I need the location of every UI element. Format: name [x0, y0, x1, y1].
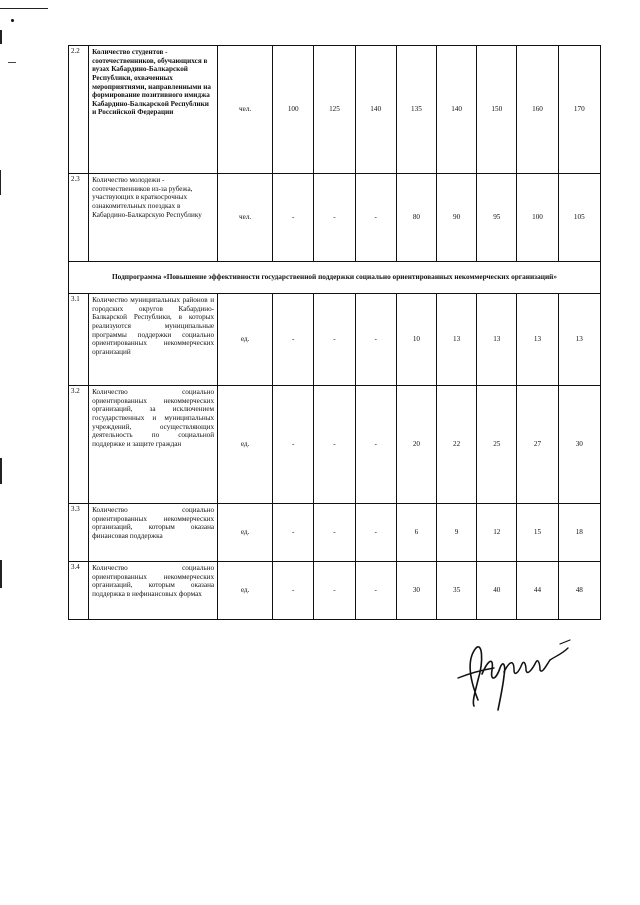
value-cell: 150: [477, 46, 517, 174]
value-cell: 13: [477, 294, 517, 386]
value-cell: 10: [396, 294, 436, 386]
table-row: [69, 386, 601, 504]
value-cell: 40: [477, 562, 517, 620]
scan-edge-line: [0, 8, 48, 9]
value-cell: 125: [314, 46, 355, 174]
indicator-name: Количество молодежи - соотечественников из-за рубежа, участвующих в краткосрочных ознакомительных поездках в Кабардино-Балкарскую Республику: [89, 174, 218, 262]
value-cell: -: [355, 386, 396, 504]
value-cell: 95: [477, 174, 517, 262]
value-cell: -: [314, 174, 355, 262]
indicators-table: [68, 45, 601, 620]
unit-cell: ед.: [218, 294, 273, 386]
value-cell: 170: [558, 46, 600, 174]
value-cell: 22: [437, 386, 477, 504]
value-cell: -: [355, 504, 396, 562]
value-cell: -: [314, 386, 355, 504]
row-number: 3.3: [69, 504, 89, 562]
value-cell: 18: [558, 504, 600, 562]
row-number: 2.3: [69, 174, 89, 262]
indicator-name: Количество муниципальных районов и городских округов Кабардино-Балкарской Республики, в которых реализуются муниципальные программы поддержки социально ориентированных некоммерческих организаций: [89, 294, 218, 386]
table-row: [69, 504, 601, 562]
value-cell: 90: [437, 174, 477, 262]
value-cell: -: [314, 504, 355, 562]
value-cell: -: [273, 562, 314, 620]
value-cell: 44: [517, 562, 558, 620]
subprogram-title: Подпрограмма «Повышение эффективности государственной поддержки социально ориентированных некоммерческих организаций»: [69, 262, 601, 294]
value-cell: 135: [396, 46, 436, 174]
scan-margin-mark: [0, 458, 2, 484]
scan-speck: [8, 62, 16, 63]
value-cell: -: [273, 386, 314, 504]
unit-cell: ед.: [218, 562, 273, 620]
scan-margin-mark: [0, 30, 2, 44]
indicator-name: Количество социально ориентированных некоммерческих организаций, за исключением государственных и муниципальных учреждений, осуществляющих деятельность по социальной поддержке и защите граждан: [89, 386, 218, 504]
scan-margin-mark: [0, 560, 2, 588]
value-cell: 15: [517, 504, 558, 562]
value-cell: 100: [273, 46, 314, 174]
row-number: 3.1: [69, 294, 89, 386]
value-cell: -: [314, 562, 355, 620]
table-row: [69, 562, 601, 620]
handwritten-signature: [448, 630, 573, 715]
indicator-name: Количество социально ориентированных некоммерческих организаций, которым оказана поддержка в нефинансовых формах: [89, 562, 218, 620]
value-cell: 80: [396, 174, 436, 262]
value-cell: -: [273, 174, 314, 262]
table-row: [69, 46, 601, 174]
value-cell: 140: [355, 46, 396, 174]
value-cell: 9: [437, 504, 477, 562]
value-cell: 25: [477, 386, 517, 504]
value-cell: -: [314, 294, 355, 386]
value-cell: 13: [437, 294, 477, 386]
value-cell: 35: [437, 562, 477, 620]
value-cell: -: [273, 504, 314, 562]
scan-speck: [11, 19, 14, 22]
value-cell: 48: [558, 562, 600, 620]
unit-cell: ед.: [218, 504, 273, 562]
value-cell: 105: [558, 174, 600, 262]
value-cell: 12: [477, 504, 517, 562]
value-cell: 30: [558, 386, 600, 504]
value-cell: 20: [396, 386, 436, 504]
table-row: [69, 294, 601, 386]
value-cell: -: [273, 294, 314, 386]
value-cell: 27: [517, 386, 558, 504]
row-number: 3.4: [69, 562, 89, 620]
row-number: 2.2: [69, 46, 89, 174]
value-cell: -: [355, 174, 396, 262]
value-cell: 13: [558, 294, 600, 386]
value-cell: 140: [437, 46, 477, 174]
value-cell: 160: [517, 46, 558, 174]
value-cell: 30: [396, 562, 436, 620]
value-cell: 100: [517, 174, 558, 262]
value-cell: 13: [517, 294, 558, 386]
row-number: 3.2: [69, 386, 89, 504]
section-header-row: [69, 262, 601, 294]
value-cell: -: [355, 294, 396, 386]
value-cell: -: [355, 562, 396, 620]
value-cell: 6: [396, 504, 436, 562]
unit-cell: ед.: [218, 386, 273, 504]
scan-margin-mark: [0, 170, 1, 195]
unit-cell: чел.: [218, 174, 273, 262]
unit-cell: чел.: [218, 46, 273, 174]
indicator-name: Количество студентов - соотечественников, обучающихся в вузах Кабардино-Балкарской Республики, охваченных мероприятиями, направленными на формирование позитивного имиджа Кабардино-Балкарской Республики и Российской Федерации: [89, 46, 218, 174]
indicator-name: Количество социально ориентированных некоммерческих организаций, которым оказана финансовая поддержка: [89, 504, 218, 562]
table-row: [69, 174, 601, 262]
